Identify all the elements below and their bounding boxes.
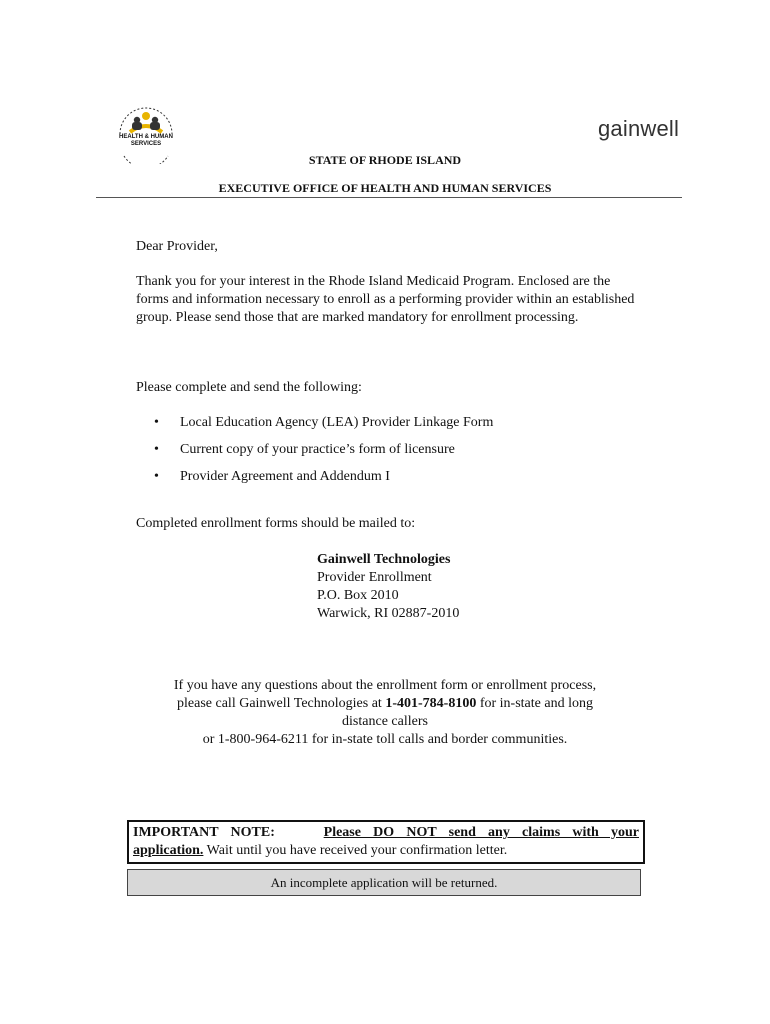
salutation: Dear Provider, bbox=[136, 239, 218, 254]
gainwell-logo bbox=[598, 116, 679, 142]
state-heading: STATE OF RHODE ISLAND bbox=[308, 153, 462, 167]
required-items-list bbox=[136, 414, 493, 495]
mailing-instructions: Completed enrollment forms should be mailed to: bbox=[136, 516, 416, 531]
contact-paragraph bbox=[150, 677, 620, 749]
address-department: Provider Enrollment bbox=[317, 570, 432, 585]
contact-line-4: or 1-800-964-6211 for in-state toll calls and border communities. bbox=[202, 732, 568, 747]
contact-line-2-pre: please call Gainwell Technologies at bbox=[177, 696, 386, 711]
important-note-rest: Wait until you have received your confirmation letter. bbox=[203, 843, 508, 858]
contact-line-2 bbox=[150, 695, 620, 713]
important-note-warning-end: application. bbox=[133, 843, 204, 858]
office-heading: EXECUTIVE OFFICE OF HEALTH AND HUMAN SERVICES bbox=[218, 181, 552, 195]
list-item: • Provider Agreement and Addendum I bbox=[136, 468, 493, 495]
list-item: • Current copy of your practice’s form of licensure bbox=[136, 441, 493, 468]
contact-line-3: distance callers bbox=[342, 714, 428, 729]
header-divider bbox=[96, 197, 682, 198]
list-item: • Local Education Agency (LEA) Provider Linkage Form bbox=[136, 414, 493, 441]
important-note-line-1 bbox=[133, 824, 639, 842]
mailing-address bbox=[317, 551, 459, 623]
incomplete-application-notice: An incomplete application will be returned. bbox=[127, 869, 641, 896]
contact-line-1: If you have any questions about the enrollment form or enrollment process, bbox=[173, 678, 597, 693]
seal-line-2: SERVICES bbox=[130, 141, 162, 147]
important-note-box bbox=[127, 820, 645, 864]
intro-paragraph: Thank you for your interest in the Rhode Island Medicaid Program. Enclosed are the forms and information necessary to enroll as a performing provider within an established group. Please send those that are marked mandatory for enrollment processing. bbox=[136, 274, 635, 325]
send-instructions: Please complete and send the following: bbox=[136, 380, 362, 395]
address-po-box: P.O. Box 2010 bbox=[317, 588, 399, 603]
phone-number: 1-401-784-8100 bbox=[385, 696, 477, 711]
important-note-line-2 bbox=[133, 843, 507, 858]
gainwell-logo-text: gainwell bbox=[598, 116, 680, 141]
important-note-warning: Please DO NOT send any claims with your bbox=[323, 825, 639, 840]
address-city: Warwick, RI 02887-2010 bbox=[317, 606, 460, 621]
important-note-label: IMPORTANT NOTE: bbox=[133, 825, 275, 840]
seal-line-1: HEALTH & HUMAN bbox=[119, 134, 173, 140]
contact-line-2-post: for in-state and long bbox=[476, 696, 593, 711]
address-company: Gainwell Technologies bbox=[317, 552, 451, 567]
